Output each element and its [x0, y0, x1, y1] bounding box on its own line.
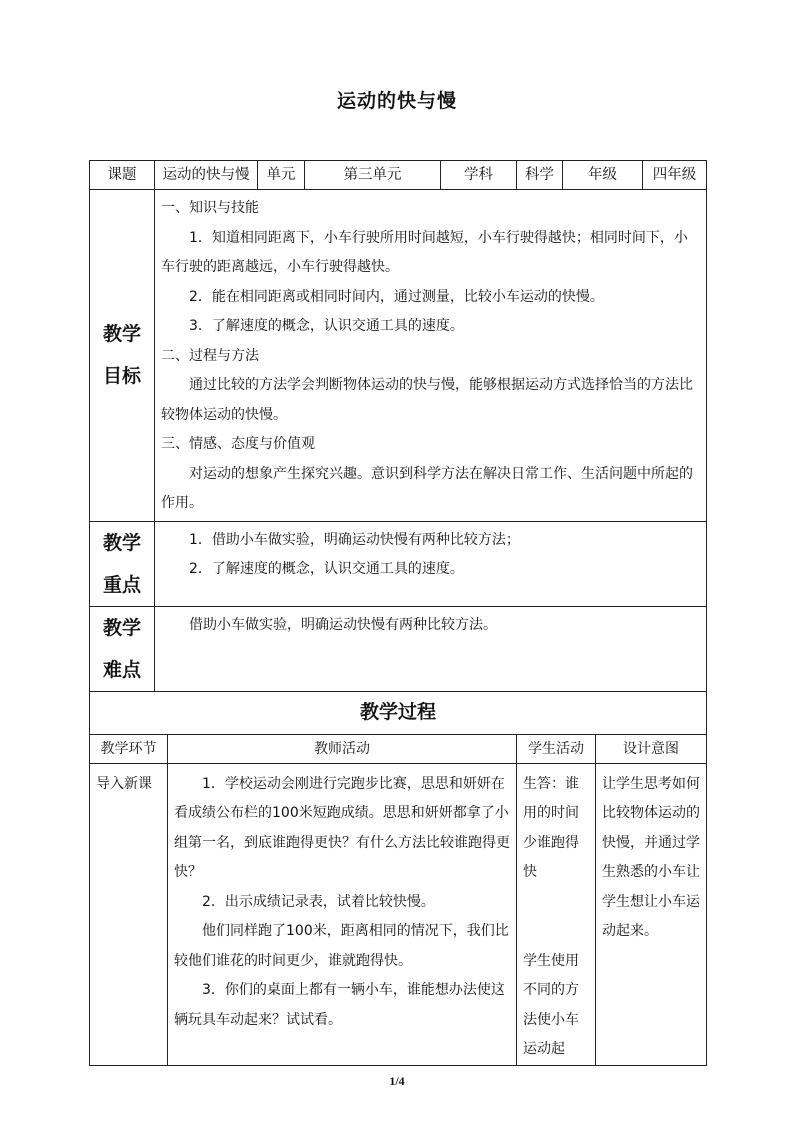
difficulty-item: 借助小车做实验，明确运动快慢有两种比较方法。: [189, 616, 497, 633]
design-intent-cell: [596, 763, 707, 1065]
key-point-item: 2．了解速度的概念，认识交通工具的速度。: [189, 561, 464, 577]
objectives-content: [155, 190, 707, 522]
key-points-label: 教学 重点: [90, 521, 155, 606]
unit-label: 单元: [258, 161, 305, 190]
process-header-row: [90, 734, 707, 763]
objectives-item: 3．了解速度的概念，认识交通工具的速度。: [189, 318, 464, 334]
process-title-row: [90, 691, 707, 734]
difficulties-content: [155, 606, 707, 691]
teacher-activity-item: 2．出示成绩记录表，试着比较快慢。: [202, 893, 435, 910]
student-activity-item: 生答：谁用的时间少谁跑得快: [523, 775, 579, 880]
teacher-activity-item: 1．学校运动会刚进行完跑步比赛，思思和妍妍在看成绩公布栏的100米短跑成绩。思思和妍妍都拿了小组第一名，到底谁跑得更快？有什么方法比较谁跑得更快？: [174, 775, 510, 880]
objectives-heading-3: 三、情感、态度与价值观: [161, 436, 315, 452]
objectives-item: 1．知道相同距离下，小车行驶所用时间越短，小车行驶得越快；相同时间下，小车行驶的距离越远，小车行驶得越快。: [161, 229, 688, 275]
stage-cell: 导入新课: [90, 763, 168, 1065]
key-points-content: [155, 521, 707, 606]
key-point-item: 1．借助小车做实验，明确运动快慢有两种比较方法；: [189, 531, 520, 548]
col-head-stage: 教学环节: [90, 734, 168, 763]
subject-label: 学科: [441, 161, 517, 190]
student-activity-cell: [517, 763, 596, 1065]
grade-label: 年级: [563, 161, 643, 190]
col-head-intent: 设计意图: [596, 734, 707, 763]
student-activity-item: 学生使用不同的方法使小车运动起: [523, 952, 579, 1057]
design-intent-text: 让学生思考如何比较物体运动的快慢，并通过学生熟悉的小车让学生想让小车运动起来。: [602, 775, 700, 939]
grade-value: 四年级: [643, 161, 707, 190]
objectives-heading-2: 二、过程与方法: [161, 347, 259, 364]
teacher-activity-cell: [168, 763, 517, 1065]
teacher-activity-item: 3．你们的桌面上都有一辆小车，谁能想办法使这辆玩具车动起来？试试看。: [174, 982, 505, 1028]
objectives-heading-1: 一、知识与技能: [161, 200, 259, 216]
objectives-item: 2．能在相同距离或相同时间内，通过测量，比较小车运动的快慢。: [189, 288, 604, 305]
objectives-row: [90, 190, 707, 522]
process-section-title: 教学过程: [90, 691, 707, 734]
unit-value: 第三单元: [305, 161, 441, 190]
col-head-teacher: 教师活动: [168, 734, 517, 763]
document-title: 运动的快与慢: [336, 90, 457, 112]
difficulties-row: [90, 606, 707, 691]
difficulties-label: 教学 难点: [90, 606, 155, 691]
objectives-item: 对运动的想象产生探究兴趣。意识到科学方法在解决日常工作、生活问题中所起的作用。: [161, 465, 693, 511]
lesson-plan-table: [89, 160, 707, 1066]
process-row: [90, 763, 707, 1065]
col-head-student: 学生活动: [517, 734, 596, 763]
page-number: 1/4: [389, 1074, 405, 1088]
lesson-label: 课题: [90, 161, 155, 190]
objectives-label: 教学 目标: [90, 190, 155, 522]
subject-value: 科学: [517, 161, 563, 190]
key-points-row: [90, 521, 707, 606]
lesson-value: 运动的快与慢: [155, 161, 258, 190]
teacher-activity-item: 他们同样跑了100米，距离相同的情况下，我们比较他们谁花的时间更少，谁就跑得快。: [174, 923, 509, 969]
objectives-item: 通过比较的方法学会判断物体运动的快与慢，能够根据运动方式选择恰当的方法比较物体运动的快慢。: [161, 377, 693, 423]
header-row: [90, 161, 707, 190]
